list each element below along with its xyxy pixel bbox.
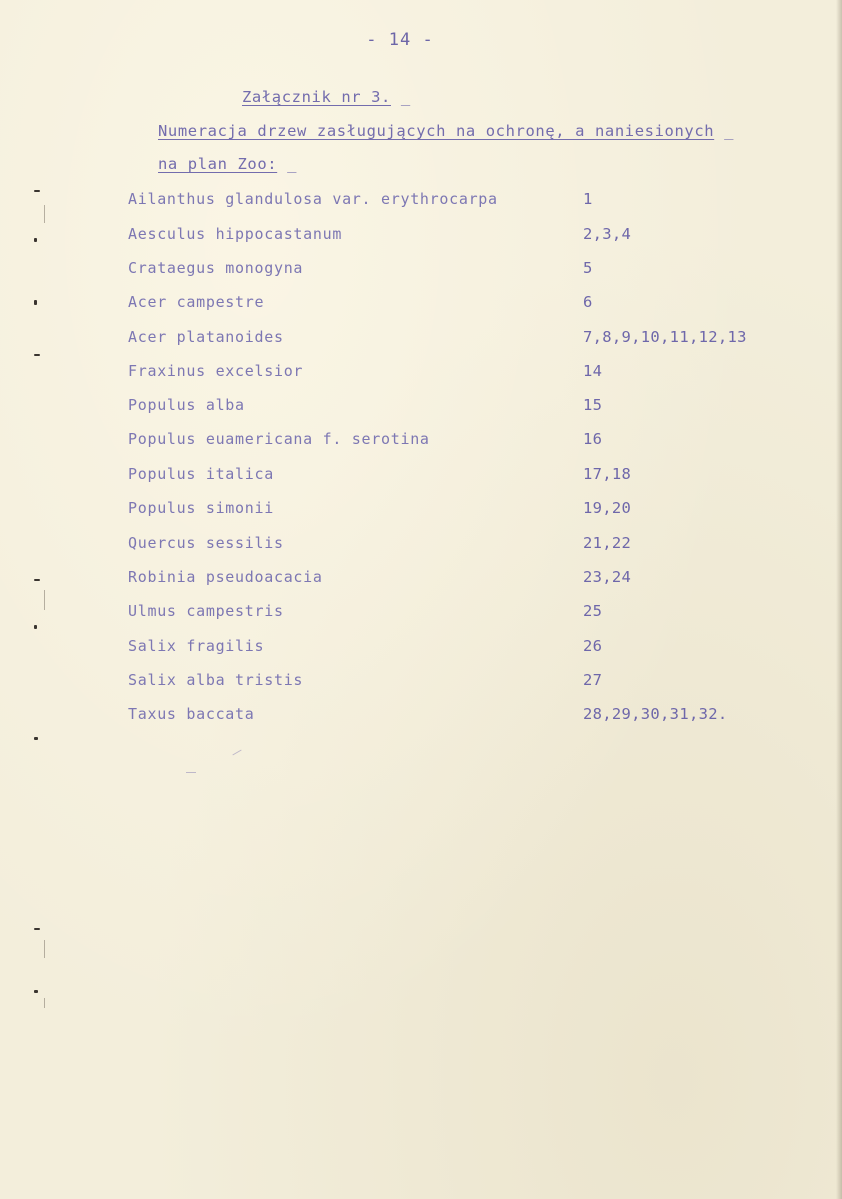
tree-numbers: 2,3,4 — [583, 225, 632, 243]
subtitle-line-2-text: na plan Zoo: — [158, 155, 278, 173]
annex-heading — [242, 88, 411, 106]
tree-row — [0, 602, 842, 632]
tree-row — [0, 293, 842, 323]
tree-numbers: 17,18 — [583, 465, 632, 483]
tree-row — [0, 396, 842, 426]
tree-row — [0, 534, 842, 564]
tree-row — [0, 328, 842, 358]
tree-row — [0, 705, 842, 735]
subtitle-line-1 — [158, 122, 734, 140]
binding-tick — [44, 590, 45, 610]
tree-numbers: 6 — [583, 293, 593, 311]
tree-species: Crataegus monogyna — [128, 259, 304, 277]
tree-numbers: 1 — [583, 190, 593, 208]
binding-mark — [34, 238, 37, 242]
binding-mark — [34, 990, 38, 993]
tree-species: Salix alba tristis — [128, 671, 304, 689]
tree-species: Populus euamericana f. serotina — [128, 430, 430, 448]
tree-numbers: 23,24 — [583, 568, 632, 586]
binding-mark — [34, 928, 40, 930]
tree-numbers: 25 — [583, 602, 603, 620]
subtitle-line-2-trail: _ — [287, 155, 298, 173]
tree-species: Ulmus campestris — [128, 602, 284, 620]
binding-mark — [34, 579, 40, 581]
binding-mark — [34, 737, 38, 740]
tree-numbers: 14 — [583, 362, 603, 380]
annex-trail: _ — [400, 88, 411, 106]
stray-stroke — [186, 772, 196, 773]
tree-row — [0, 430, 842, 460]
tree-species: Quercus sessilis — [128, 534, 284, 552]
tree-row — [0, 259, 842, 289]
tree-species: Populus simonii — [128, 499, 274, 517]
tree-numbers: 5 — [583, 259, 593, 277]
tree-numbers: 7,8,9,10,11,12,13 — [583, 328, 747, 346]
tree-species: Populus italica — [128, 465, 274, 483]
tree-species: Aesculus hippocastanum — [128, 225, 343, 243]
tree-numbers: 27 — [583, 671, 603, 689]
tree-species: Acer platanoides — [128, 328, 284, 346]
tree-row — [0, 637, 842, 667]
tree-numbers: 15 — [583, 396, 603, 414]
tree-species: Salix fragilis — [128, 637, 265, 655]
binding-mark — [34, 190, 40, 192]
tree-numbers: 28,29,30,31,32. — [583, 705, 728, 723]
tree-row — [0, 568, 842, 598]
annex-title: Załącznik nr 3. — [242, 88, 391, 106]
subtitle-line-1-trail: _ — [724, 122, 735, 140]
tree-species: Ailanthus glandulosa var. erythrocarpa — [128, 190, 498, 208]
tree-numbers: 16 — [583, 430, 603, 448]
tree-species: Taxus baccata — [128, 705, 255, 723]
binding-mark — [34, 625, 37, 629]
subtitle-line-2 — [158, 155, 297, 173]
tree-numbers: 26 — [583, 637, 603, 655]
tree-row — [0, 190, 842, 220]
page-number: - 14 - — [366, 30, 434, 50]
tree-species: Fraxinus excelsior — [128, 362, 304, 380]
tree-species: Acer campestre — [128, 293, 265, 311]
binding-tick — [44, 205, 45, 223]
tree-row — [0, 671, 842, 701]
binding-tick — [44, 940, 45, 958]
stray-stroke — [232, 750, 241, 756]
tree-species: Populus alba — [128, 396, 245, 414]
binding-tick — [44, 998, 45, 1008]
tree-numbers: 19,20 — [583, 499, 632, 517]
tree-numbers: 21,22 — [583, 534, 632, 552]
tree-row — [0, 465, 842, 495]
binding-mark — [34, 354, 40, 356]
subtitle-line-1-text: Numeracja drzew zasługujących na ochronę, a naniesionych — [158, 122, 715, 140]
tree-row — [0, 225, 842, 255]
tree-row — [0, 499, 842, 529]
binding-mark — [34, 300, 37, 305]
tree-species: Robinia pseudoacacia — [128, 568, 323, 586]
page-edge-shadow — [836, 0, 842, 1199]
tree-row — [0, 362, 842, 392]
